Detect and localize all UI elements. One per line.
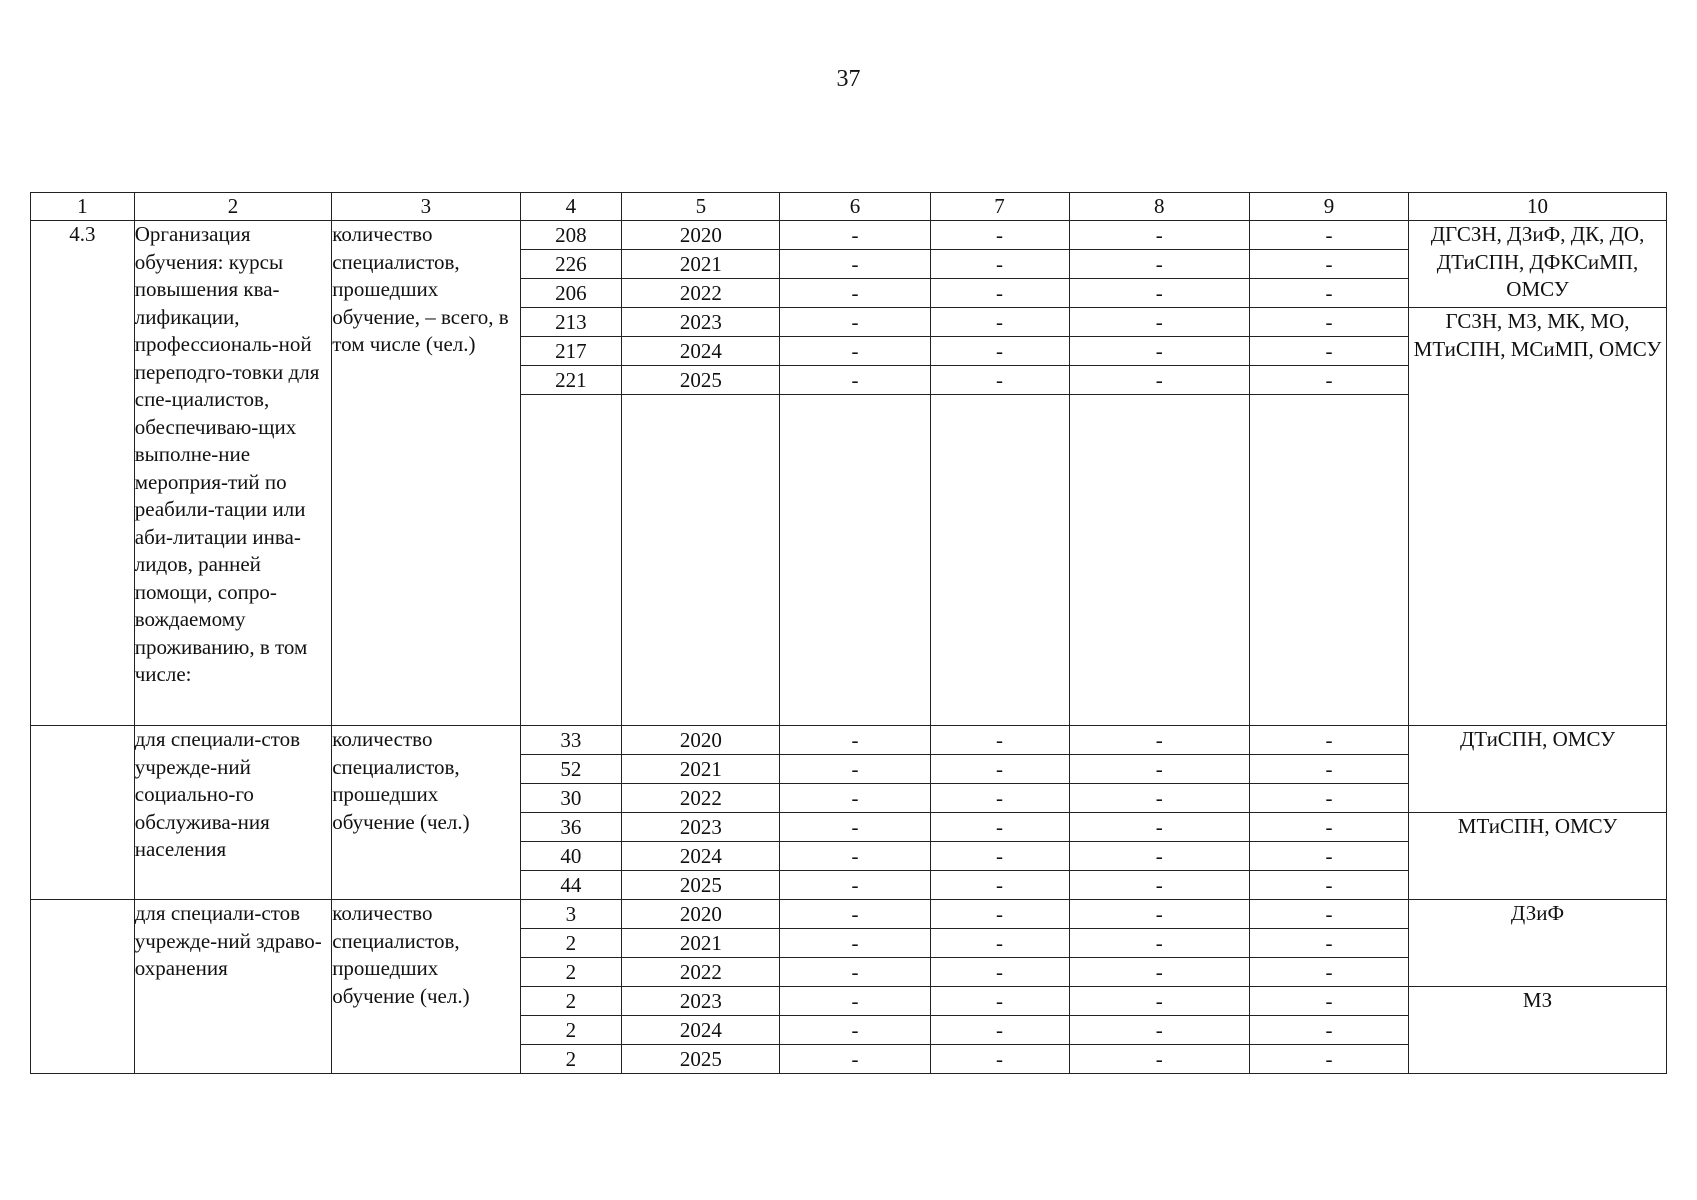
col-6-cell: -	[780, 250, 930, 279]
indicator-value: 221	[520, 366, 622, 395]
col-8-cell: -	[1069, 929, 1249, 958]
col-6-cell: -	[780, 755, 930, 784]
col-9-cell: -	[1249, 221, 1408, 250]
col-8-cell: -	[1069, 250, 1249, 279]
col-7-cell: -	[930, 784, 1069, 813]
col-6-cell: -	[780, 900, 930, 929]
col-9-cell: -	[1249, 308, 1408, 337]
col-7-cell: -	[930, 900, 1069, 929]
col-6-cell: -	[780, 221, 930, 250]
column-header: 5	[622, 193, 780, 221]
col-8-cell: -	[1069, 900, 1249, 929]
indicator-value: 217	[520, 337, 622, 366]
col-9-cell: -	[1249, 366, 1408, 395]
year-cell: 2021	[622, 929, 780, 958]
year-cell: 2023	[622, 813, 780, 842]
table-row	[31, 726, 1667, 755]
row-number	[31, 900, 135, 1074]
activity-name: Организация обучения: курсы повышения ква-лификации, профессиональ-ной переподго-товки для спе-циалистов, обеспечиваю-щих выполне-ние мероприя-тий по реабили-тации или аби-литации инва-лидов, ранней помощи, сопро-вождаемому проживанию, в том числе:	[134, 221, 331, 726]
col-7-cell: -	[930, 958, 1069, 987]
indicator-value: 2	[520, 958, 622, 987]
col-6-cell: -	[780, 929, 930, 958]
year-cell: 2022	[622, 784, 780, 813]
col-7-cell: -	[930, 337, 1069, 366]
program-table	[30, 192, 1667, 1074]
col-8-cell: -	[1069, 755, 1249, 784]
year-cell: 2022	[622, 279, 780, 308]
col-9-cell: -	[1249, 784, 1408, 813]
responsible-executors: МЗ	[1409, 987, 1667, 1074]
column-header: 7	[930, 193, 1069, 221]
empty-cell	[1069, 395, 1249, 726]
indicator-value: 3	[520, 900, 622, 929]
year-cell: 2024	[622, 337, 780, 366]
col-8-cell: -	[1069, 1045, 1249, 1074]
col-7-cell: -	[930, 221, 1069, 250]
col-8-cell: -	[1069, 308, 1249, 337]
col-9-cell: -	[1249, 755, 1408, 784]
indicator-name: количество специалистов, прошедших обучение, – всего, в том числе (чел.)	[332, 221, 520, 726]
empty-cell	[1249, 395, 1408, 726]
year-cell: 2020	[622, 726, 780, 755]
col-6-cell: -	[780, 337, 930, 366]
indicator-value: 208	[520, 221, 622, 250]
row-number: 4.3	[31, 221, 135, 726]
year-cell: 2022	[622, 958, 780, 987]
indicator-value: 213	[520, 308, 622, 337]
year-cell: 2021	[622, 755, 780, 784]
col-9-cell: -	[1249, 1016, 1408, 1045]
year-cell: 2024	[622, 1016, 780, 1045]
year-cell: 2025	[622, 871, 780, 900]
year-cell: 2023	[622, 308, 780, 337]
col-7-cell: -	[930, 1045, 1069, 1074]
year-cell: 2020	[622, 221, 780, 250]
indicator-value: 40	[520, 842, 622, 871]
column-header: 1	[31, 193, 135, 221]
col-6-cell: -	[780, 1045, 930, 1074]
empty-cell	[622, 395, 780, 726]
table-row	[31, 900, 1667, 929]
col-7-cell: -	[930, 755, 1069, 784]
col-9-cell: -	[1249, 726, 1408, 755]
col-7-cell: -	[930, 987, 1069, 1016]
responsible-executors: ДЗиФ	[1409, 900, 1667, 987]
indicator-value: 226	[520, 250, 622, 279]
col-7-cell: -	[930, 726, 1069, 755]
col-8-cell: -	[1069, 726, 1249, 755]
col-6-cell: -	[780, 842, 930, 871]
col-9-cell: -	[1249, 871, 1408, 900]
indicator-value: 33	[520, 726, 622, 755]
empty-cell	[520, 395, 622, 726]
table-row	[31, 221, 1667, 250]
page-number: 37	[836, 66, 861, 92]
responsible-executors: ГСЗН, МЗ, МК, МО, МТиСПН, МСиМП, ОМСУ	[1409, 308, 1667, 726]
col-7-cell: -	[930, 1016, 1069, 1045]
activity-name: для специали-стов учрежде-ний социально-го обслужива-ния населения	[134, 726, 331, 900]
indicator-value: 44	[520, 871, 622, 900]
col-6-cell: -	[780, 958, 930, 987]
empty-cell	[780, 395, 930, 726]
indicator-value: 2	[520, 1045, 622, 1074]
responsible-executors: ДТиСПН, ОМСУ	[1409, 726, 1667, 813]
indicator-value: 36	[520, 813, 622, 842]
year-cell: 2025	[622, 366, 780, 395]
year-cell: 2024	[622, 842, 780, 871]
col-8-cell: -	[1069, 813, 1249, 842]
indicator-value: 2	[520, 987, 622, 1016]
col-7-cell: -	[930, 929, 1069, 958]
col-8-cell: -	[1069, 958, 1249, 987]
col-9-cell: -	[1249, 958, 1408, 987]
activity-name: для специали-стов учрежде-ний здраво-охранения	[134, 900, 331, 1074]
column-header: 4	[520, 193, 622, 221]
col-9-cell: -	[1249, 987, 1408, 1016]
col-7-cell: -	[930, 871, 1069, 900]
col-6-cell: -	[780, 366, 930, 395]
col-6-cell: -	[780, 784, 930, 813]
col-9-cell: -	[1249, 337, 1408, 366]
col-7-cell: -	[930, 813, 1069, 842]
year-cell: 2020	[622, 900, 780, 929]
indicator-name: количество специалистов, прошедших обучение (чел.)	[332, 726, 520, 900]
col-9-cell: -	[1249, 1045, 1408, 1074]
responsible-executors: ДГСЗН, ДЗиФ, ДК, ДО, ДТиСПН, ДФКСиМП, ОМСУ	[1409, 221, 1667, 308]
col-8-cell: -	[1069, 784, 1249, 813]
column-header: 2	[134, 193, 331, 221]
column-header-row	[31, 193, 1667, 221]
col-6-cell: -	[780, 279, 930, 308]
col-6-cell: -	[780, 871, 930, 900]
col-6-cell: -	[780, 1016, 930, 1045]
col-7-cell: -	[930, 279, 1069, 308]
col-6-cell: -	[780, 813, 930, 842]
indicator-value: 2	[520, 929, 622, 958]
column-header: 9	[1249, 193, 1408, 221]
indicator-value: 30	[520, 784, 622, 813]
col-8-cell: -	[1069, 279, 1249, 308]
column-header: 10	[1409, 193, 1667, 221]
col-6-cell: -	[780, 987, 930, 1016]
indicator-name: количество специалистов, прошедших обучение (чел.)	[332, 900, 520, 1074]
col-7-cell: -	[930, 308, 1069, 337]
year-cell: 2021	[622, 250, 780, 279]
row-number	[31, 726, 135, 900]
col-7-cell: -	[930, 250, 1069, 279]
col-9-cell: -	[1249, 900, 1408, 929]
col-9-cell: -	[1249, 929, 1408, 958]
column-header: 6	[780, 193, 930, 221]
indicator-value: 206	[520, 279, 622, 308]
col-8-cell: -	[1069, 987, 1249, 1016]
col-9-cell: -	[1249, 813, 1408, 842]
col-7-cell: -	[930, 366, 1069, 395]
column-header: 8	[1069, 193, 1249, 221]
col-9-cell: -	[1249, 279, 1408, 308]
col-8-cell: -	[1069, 337, 1249, 366]
indicator-value: 52	[520, 755, 622, 784]
col-6-cell: -	[780, 726, 930, 755]
col-7-cell: -	[930, 842, 1069, 871]
col-8-cell: -	[1069, 871, 1249, 900]
col-6-cell: -	[780, 308, 930, 337]
col-8-cell: -	[1069, 842, 1249, 871]
col-9-cell: -	[1249, 842, 1408, 871]
col-8-cell: -	[1069, 221, 1249, 250]
year-cell: 2025	[622, 1045, 780, 1074]
empty-cell	[930, 395, 1069, 726]
col-8-cell: -	[1069, 366, 1249, 395]
year-cell: 2023	[622, 987, 780, 1016]
column-header: 3	[332, 193, 520, 221]
indicator-value: 2	[520, 1016, 622, 1045]
responsible-executors: МТиСПН, ОМСУ	[1409, 813, 1667, 900]
col-9-cell: -	[1249, 250, 1408, 279]
col-8-cell: -	[1069, 1016, 1249, 1045]
